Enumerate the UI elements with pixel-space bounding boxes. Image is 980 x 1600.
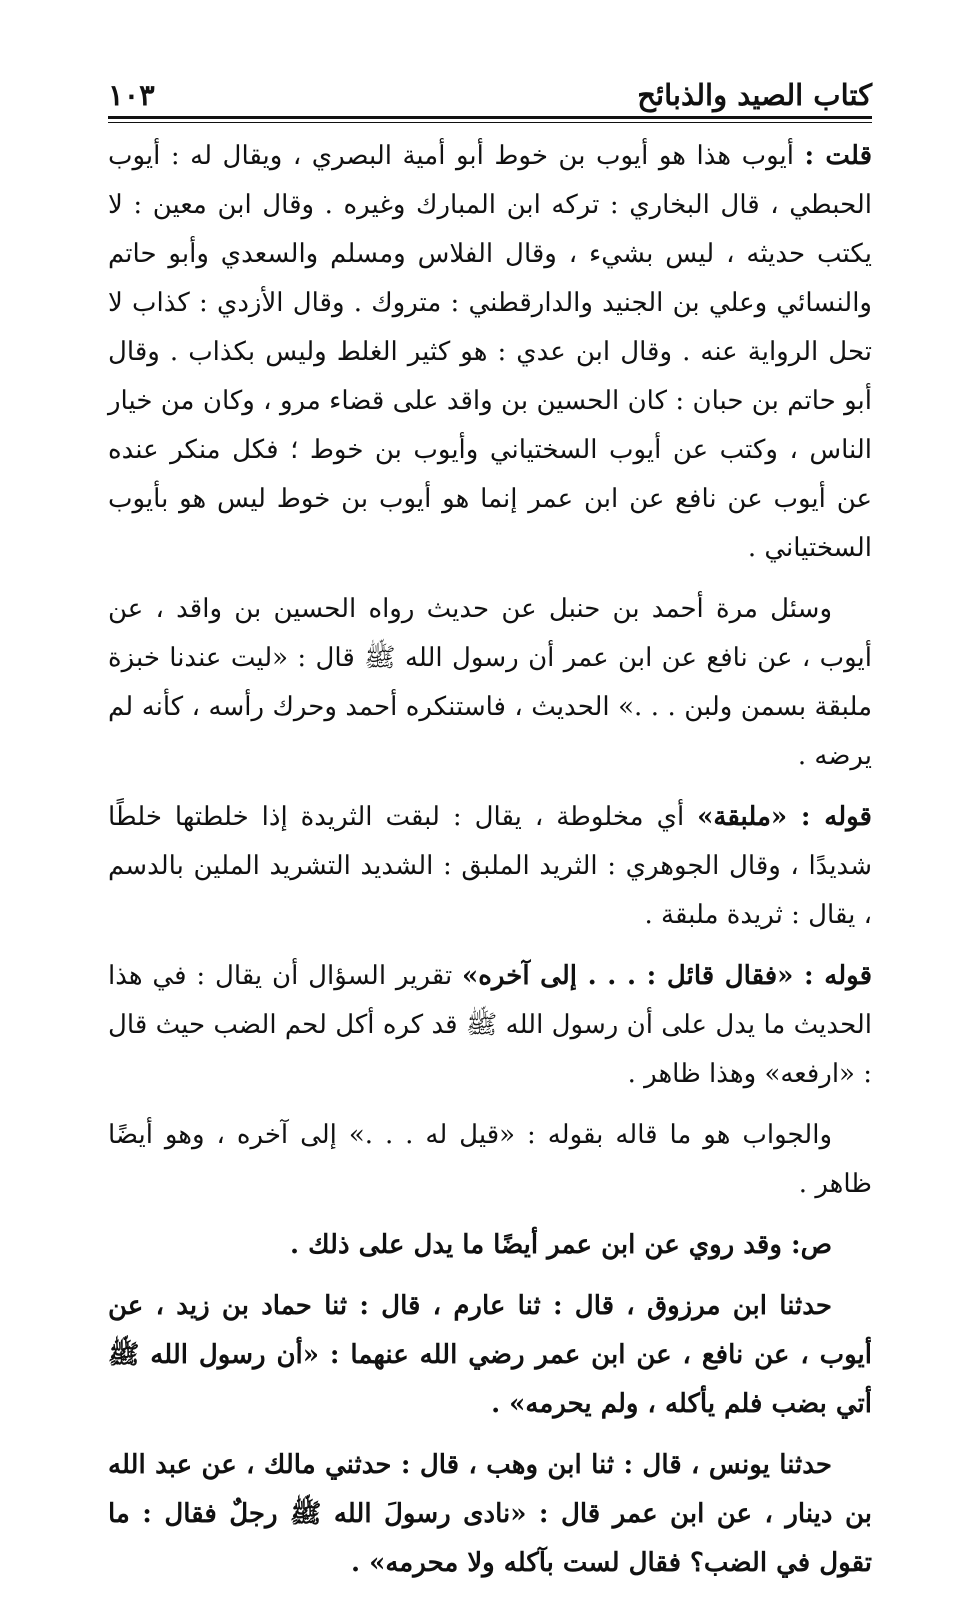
paragraph-6 — [108, 1221, 872, 1270]
paragraph-text: أي مخلوطة ، يقال : لبقت الثريدة إذا خلطتها خلطًا شديدًا ، وقال الجوهري : الثريد الملبق : الشديد التشريد الملين بالدسم ، يقال : ثريدة ملبقة . — [108, 802, 872, 930]
paragraph-1 — [108, 132, 872, 573]
paragraph-text: والجواب هو ما قاله بقوله : «قيل له . . .» إلى آخره ، وهو أيضًا ظاهر . — [108, 1120, 872, 1199]
paragraph-7 — [108, 1282, 872, 1429]
paragraph-lead: قلت : — [804, 141, 873, 171]
page-header — [108, 62, 872, 112]
paragraph-text: أيوب هذا هو أيوب بن خوط أبو أمية البصري ، ويقال له : أيوب الحبطي ، قال البخاري : تركه ابن المبارك وغيره . وقال ابن معين : لا يكتب حديثه ، ليس بشيء ، وقال الفلاس ومسلم والسعدي وأبو حاتم والنسائي وعلي بن الجنيد والدارقطني : متروك . وقال الأزدي : كذاب لا تحل الرواية عنه . وقال ابن عدي : هو كثير الغلط وليس بكذاب . وقال أبو حاتم بن حبان : كان الحسين بن واقد على قضاء مرو ، وكان من خيار الناس ، وكتب عن أيوب السختياني وأيوب بن خوط ؛ فكل منكر عنده عن أيوب عن نافع عن ابن عمر إنما هو أيوب بن خوط ليس هو بأيوب السختياني . — [108, 141, 872, 563]
header-rule-thick — [108, 116, 872, 119]
paragraph-lead: ص: — [790, 1230, 832, 1260]
paragraph-3 — [108, 793, 872, 940]
paragraph-4 — [108, 952, 872, 1099]
page-body — [108, 132, 872, 1600]
paragraph-text: حدثنا ابن مرزوق ، قال : ثنا عارم ، قال : ثنا حماد بن زيد ، عن أيوب ، عن نافع ، عن ابن عمر رضي الله عنهما : «أن رسول الله ﷺ أتي بضب فلم يأكله ، ولم يحرمه» . — [108, 1291, 872, 1419]
paragraph-text: حدثنا يونس ، قال : ثنا ابن وهب ، قال : حدثني مالك ، عن عبد الله بن دينار ، عن ابن عمر قال : «نادى رسولَ الله ﷺ رجلٌ فقال : ما تقول في الضب؟ فقال لست بآكله ولا محرمه» . — [108, 1450, 872, 1578]
paragraph-text: تقرير السؤال أن يقال : في هذا الحديث ما يدل على أن رسول الله ﷺ قد كره أكل لحم الضب حيث قال : «ارفعه» وهذا ظاهر . — [108, 961, 872, 1089]
paragraph-text: وقد روي عن ابن عمر أيضًا ما يدل على ذلك . — [290, 1230, 782, 1260]
paragraph-8 — [108, 1441, 872, 1588]
running-title: كتاب الصيد والذبائح — [637, 78, 872, 112]
paragraph-lead: قوله : «فقال قائل : . . . إلى آخره» — [462, 961, 873, 991]
header-rule-thin — [108, 122, 872, 123]
page-number: ١٠٣ — [108, 78, 155, 112]
paragraph-lead: قوله : «ملبقة» — [697, 802, 872, 832]
paragraph-2 — [108, 585, 872, 781]
paragraph-text: وسئل مرة أحمد بن حنبل عن حديث رواه الحسين بن واقد ، عن أيوب ، عن نافع عن ابن عمر أن رسول الله ﷺ قال : «ليت عندنا خبزة ملبقة بسمن ولبن . . .» الحديث ، فاستنكره أحمد وحرك رأسه ، كأنه لم يرضه . — [108, 594, 873, 771]
paragraph-5 — [108, 1111, 872, 1209]
